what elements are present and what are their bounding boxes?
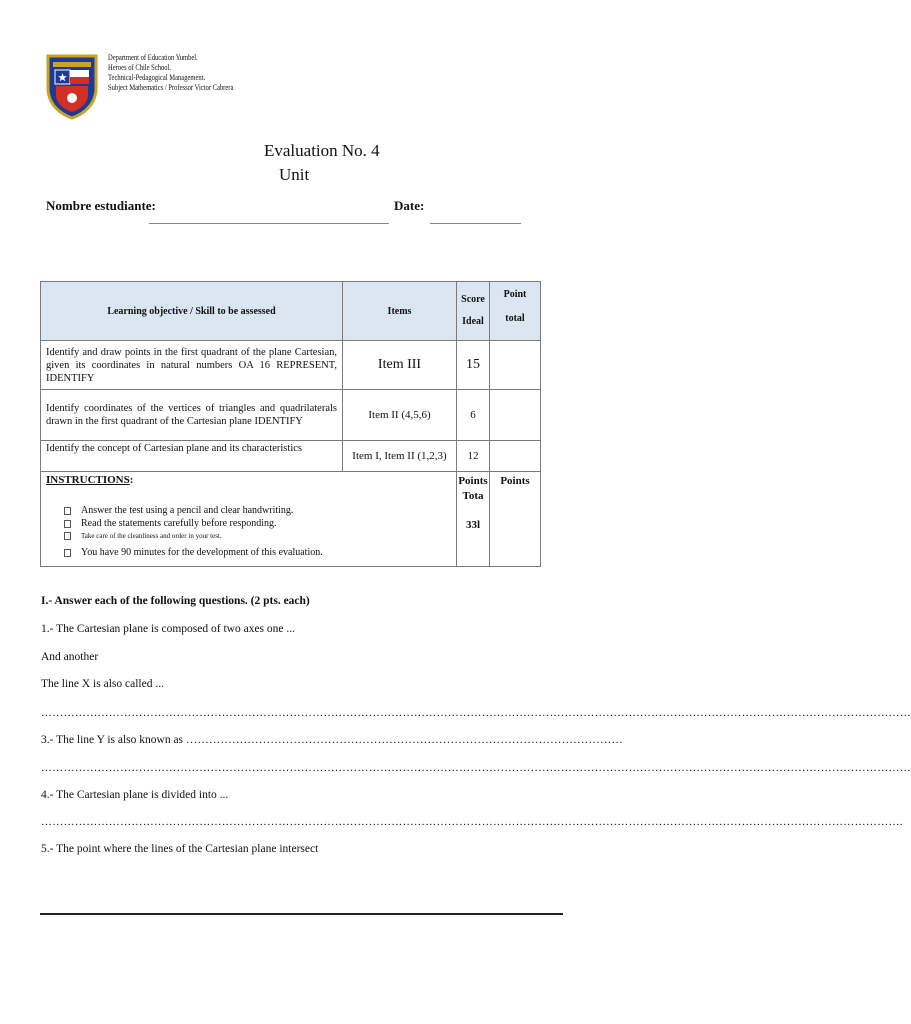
date-field[interactable] bbox=[430, 223, 521, 224]
evaluation-title: Evaluation No. 4 bbox=[264, 141, 380, 160]
header-ideal-line: Ideal bbox=[462, 316, 484, 327]
instructions-cell bbox=[41, 472, 457, 567]
total-cell[interactable] bbox=[490, 441, 541, 472]
instruction-text: Answer the test using a pencil and clear handwriting. bbox=[81, 505, 294, 516]
items-cell: Item III bbox=[343, 341, 457, 390]
answer-line[interactable]: …………………………………………………………………………………………………………………………………………………………………………………………………………… bbox=[41, 762, 911, 774]
school-crest-logo bbox=[44, 52, 100, 120]
total-cell[interactable] bbox=[490, 390, 541, 441]
unit-label: Unit bbox=[279, 165, 310, 184]
points-label: Points bbox=[500, 475, 530, 487]
answer-underline[interactable] bbox=[40, 913, 563, 915]
instructions-list bbox=[64, 504, 451, 559]
instruction-text: Take care of the cleanliness and order in your test. bbox=[81, 532, 222, 540]
score-cell: 12 bbox=[457, 441, 490, 472]
header-point-total bbox=[490, 282, 541, 341]
section-title: I.- Answer each of the following questions. (2 pts. each) bbox=[41, 595, 310, 607]
points-total-cell bbox=[457, 472, 490, 567]
header-items: Items bbox=[343, 282, 457, 341]
score-cell: 15 bbox=[457, 341, 490, 390]
points-total-line1: Points bbox=[458, 475, 488, 487]
header-line: Technical-Pedagogical Management. bbox=[108, 73, 206, 82]
instructions-heading bbox=[46, 474, 451, 486]
header-score-ideal bbox=[457, 282, 490, 341]
header-point-line: Point bbox=[503, 289, 527, 300]
question-3: 3.- The line Y is also known as …………………………………………………………………………………………………… bbox=[41, 734, 623, 746]
checkbox-icon bbox=[64, 532, 71, 540]
objective-cell: Identify the concept of Cartesian plane and its characteristics bbox=[41, 441, 343, 472]
header-line: Heroes of Chile School. bbox=[108, 63, 172, 72]
checkbox-icon bbox=[64, 507, 71, 515]
instruction-item bbox=[64, 546, 451, 559]
points-total-value: 33l bbox=[465, 519, 481, 531]
question-1-continued: And another bbox=[41, 651, 99, 663]
answer-line[interactable]: …………………………………………………………………………………………………………………………………………………………………………………………………………… bbox=[41, 707, 911, 719]
date-label: Date: bbox=[394, 198, 425, 213]
header-line: Department of Education Yumbel. bbox=[108, 53, 198, 62]
instruction-item bbox=[64, 517, 451, 530]
instruction-text: Read the statements carefully before responding. bbox=[81, 518, 277, 529]
instructions-row bbox=[41, 472, 541, 567]
header-total-line: total bbox=[505, 313, 525, 324]
header-score-line: Score bbox=[461, 294, 485, 305]
points-obtained-cell[interactable] bbox=[490, 472, 541, 567]
checkbox-icon bbox=[64, 549, 71, 557]
table-header-row bbox=[41, 282, 541, 341]
points-total-line2: Tota bbox=[462, 490, 484, 502]
answer-line[interactable]: …………………………………………………………………………………………………………………………………………………………………………………………………………. bbox=[41, 816, 903, 828]
question-2: The line X is also called ... bbox=[41, 678, 164, 690]
question-1: 1.- The Cartesian plane is composed of two axes one ... bbox=[41, 623, 295, 635]
school-header bbox=[108, 53, 261, 93]
instructions-colon: : bbox=[129, 474, 134, 486]
table-row bbox=[41, 341, 541, 390]
header-objective: Learning objective / Skill to be assessed bbox=[41, 282, 343, 341]
student-name-field[interactable] bbox=[149, 223, 389, 224]
score-cell: 6 bbox=[457, 390, 490, 441]
instructions-heading-text: INSTRUCTIONS bbox=[46, 474, 130, 486]
question-4: 4.- The Cartesian plane is divided into ... bbox=[41, 789, 229, 801]
student-name-label: Nombre estudiante: bbox=[46, 198, 156, 213]
items-cell: Item II (4,5,6) bbox=[343, 390, 457, 441]
objective-cell: Identify coordinates of the vertices of triangles and quadrilaterals drawn in the first quadrant of the Cartesian plane IDENTIFY bbox=[41, 390, 343, 441]
total-cell[interactable] bbox=[490, 341, 541, 390]
items-cell: Item I, Item II (1,2,3) bbox=[343, 441, 457, 472]
instruction-text: You have 90 minutes for the development of this evaluation. bbox=[81, 547, 323, 558]
header-line: Subject Mathematics / Professor Victor Cabrera bbox=[108, 83, 234, 92]
instruction-item bbox=[64, 530, 451, 543]
objectives-table bbox=[40, 281, 541, 567]
table-row bbox=[41, 390, 541, 441]
objective-cell: Identify and draw points in the first quadrant of the plane Cartesian, given its coordinates in natural numbers OA 16 REPRESENT, IDENTIFY bbox=[41, 341, 343, 390]
table-row bbox=[41, 441, 541, 472]
checkbox-icon bbox=[64, 520, 71, 528]
question-5: 5.- The point where the lines of the Cartesian plane intersect bbox=[41, 843, 319, 855]
instruction-item bbox=[64, 504, 451, 517]
